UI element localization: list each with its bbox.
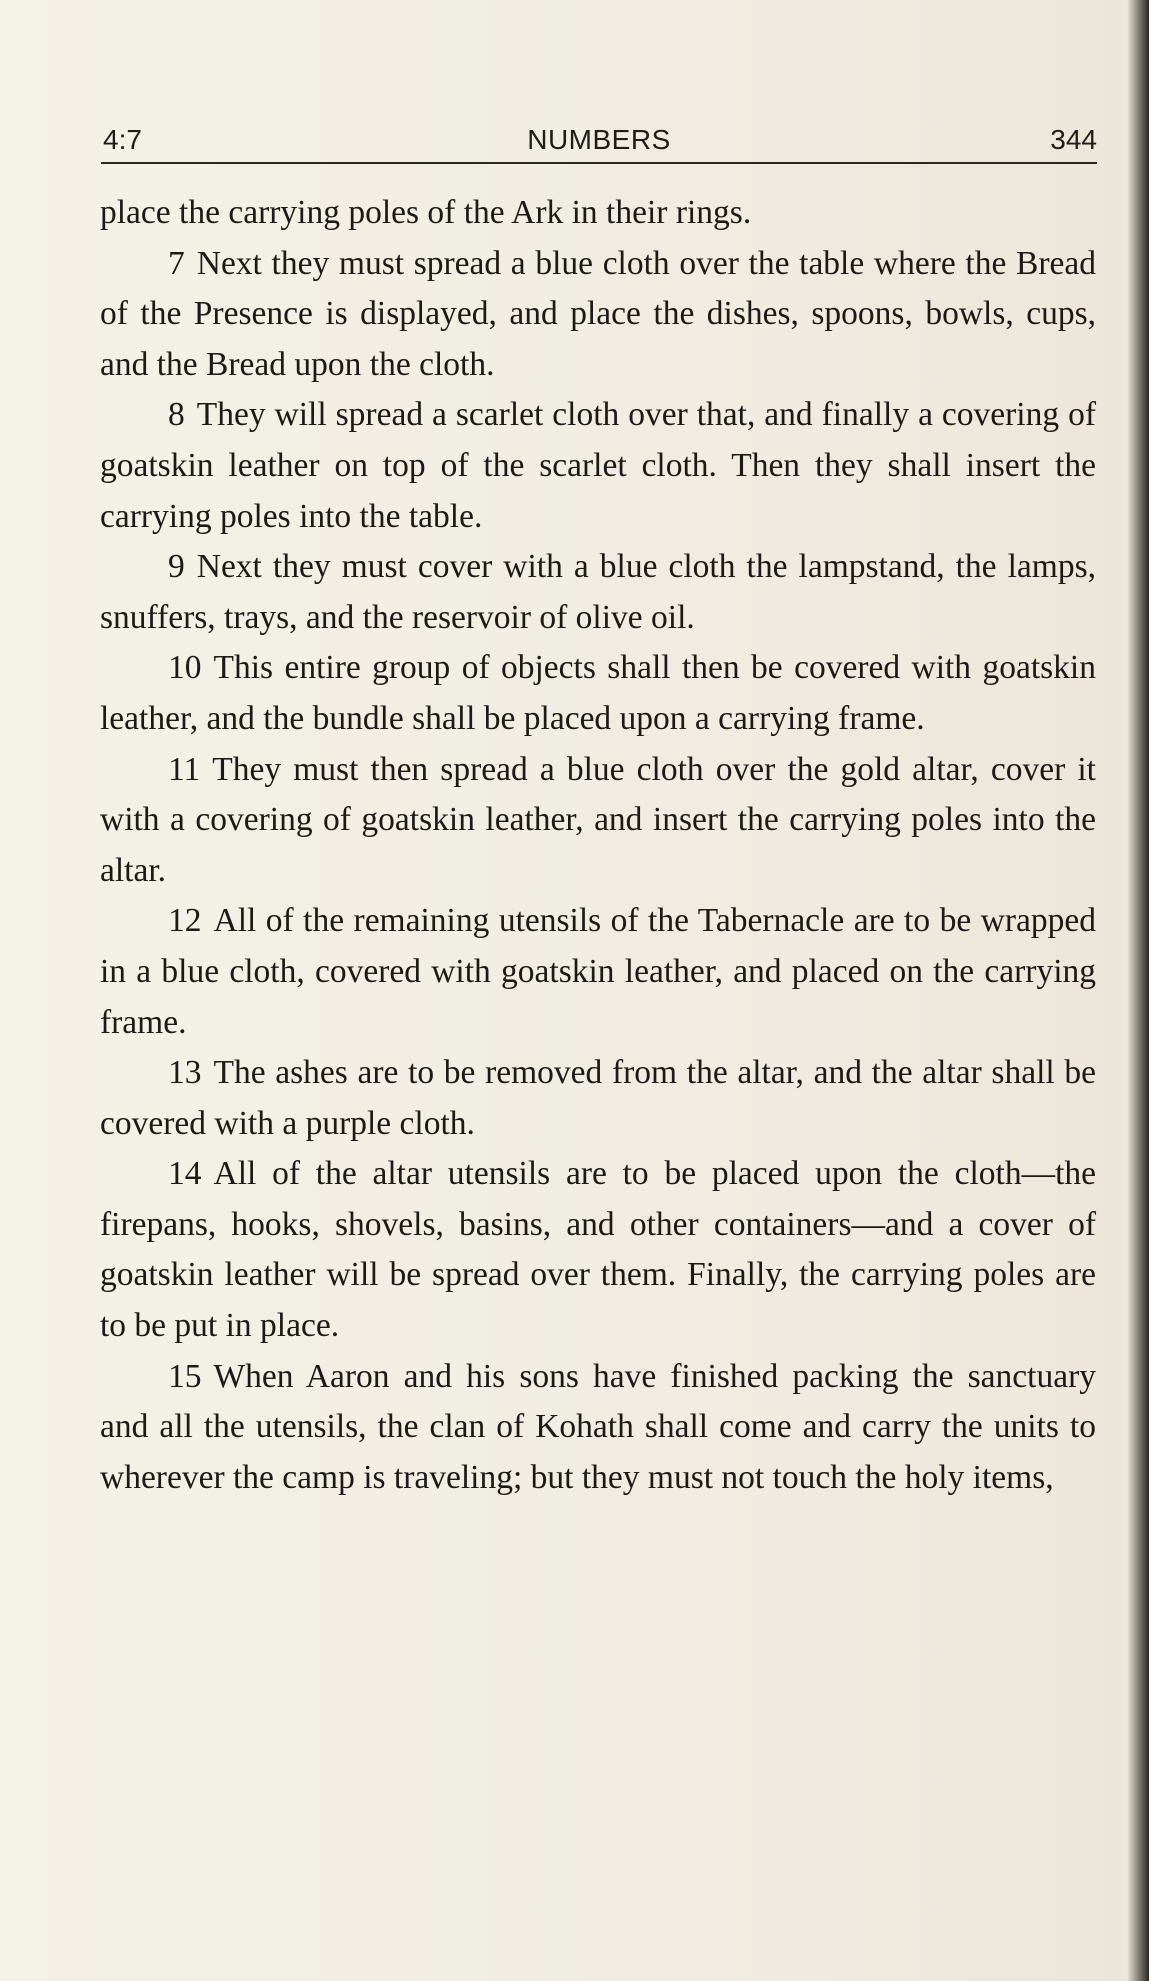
verse-text: All of the altar utensils are to be placed upon the cloth—the firepans, hooks, shovels, basins, and other containers—and a cover of goatskin leather will be spread over them. Finally, the carrying poles are to be put in place.: [100, 1155, 1096, 1345]
verse-text: The ashes are to be removed from the altar, and the altar shall be covered with a purple cloth.: [100, 1054, 1096, 1142]
verse-14: [100, 1149, 1096, 1351]
verse-text: They must then spread a blue cloth over the gold altar, cover it with a covering of goatskin leather, and insert the carrying poles into the altar.: [100, 750, 1096, 889]
verse-number: 13: [168, 1054, 202, 1092]
verse-text: Next they must spread a blue cloth over the table where the Bread of the Presence is displayed, and place the dishes, spoons, bowls, cups, and the Bread upon the cloth.: [100, 244, 1096, 383]
verse-number: 9: [168, 548, 185, 586]
paragraph-text: place the carrying poles of the Ark in their rings.: [100, 194, 752, 231]
verse-number: 10: [168, 649, 202, 687]
header-book-title: NUMBERS: [527, 124, 671, 155]
verse-8: [100, 390, 1096, 542]
verse-number: 12: [168, 902, 202, 940]
paragraph-continuation: [100, 188, 1096, 239]
body-text: [100, 188, 1096, 1503]
verse-12: [100, 896, 1096, 1048]
verse-number: 7: [168, 244, 185, 282]
verse-text: This entire group of objects shall then be covered with goatskin leather, and the bundle shall be placed upon a carrying frame.: [100, 649, 1096, 737]
verse-text: All of the remaining utensils of the Tabernacle are to be wrapped in a blue cloth, covered with goatskin leather, and placed on the carrying frame.: [100, 902, 1096, 1041]
verse-15: [100, 1352, 1096, 1504]
verse-number: 14: [168, 1155, 202, 1193]
verse-13: [100, 1048, 1096, 1149]
verse-9: [100, 542, 1096, 643]
verse-7: [100, 239, 1096, 391]
header-page-number: 344: [1050, 124, 1097, 155]
verse-text: Next they must cover with a blue cloth the lampstand, the lamps, snuffers, trays, and the reservoir of olive oil.: [100, 548, 1096, 636]
verse-text: They will spread a scarlet cloth over that, and finally a covering of goatskin leather on top of the scarlet cloth. Then they shall insert the carrying poles into the table.: [100, 396, 1096, 535]
verse-number: 8: [168, 396, 185, 434]
header-chapter-verse: 4:7: [103, 124, 142, 155]
verse-11: [100, 745, 1096, 897]
verse-10: [100, 643, 1096, 744]
verse-number: 11: [168, 750, 201, 788]
running-header: [101, 122, 1097, 164]
verse-number: 15: [168, 1357, 202, 1395]
page-binding-shadow: [1127, 0, 1149, 1981]
verse-text: When Aaron and his sons have finished packing the sanctuary and all the utensils, the clan of Kohath shall come and carry the units to wherever the camp is traveling; but they must not touch the holy items,: [100, 1357, 1096, 1496]
